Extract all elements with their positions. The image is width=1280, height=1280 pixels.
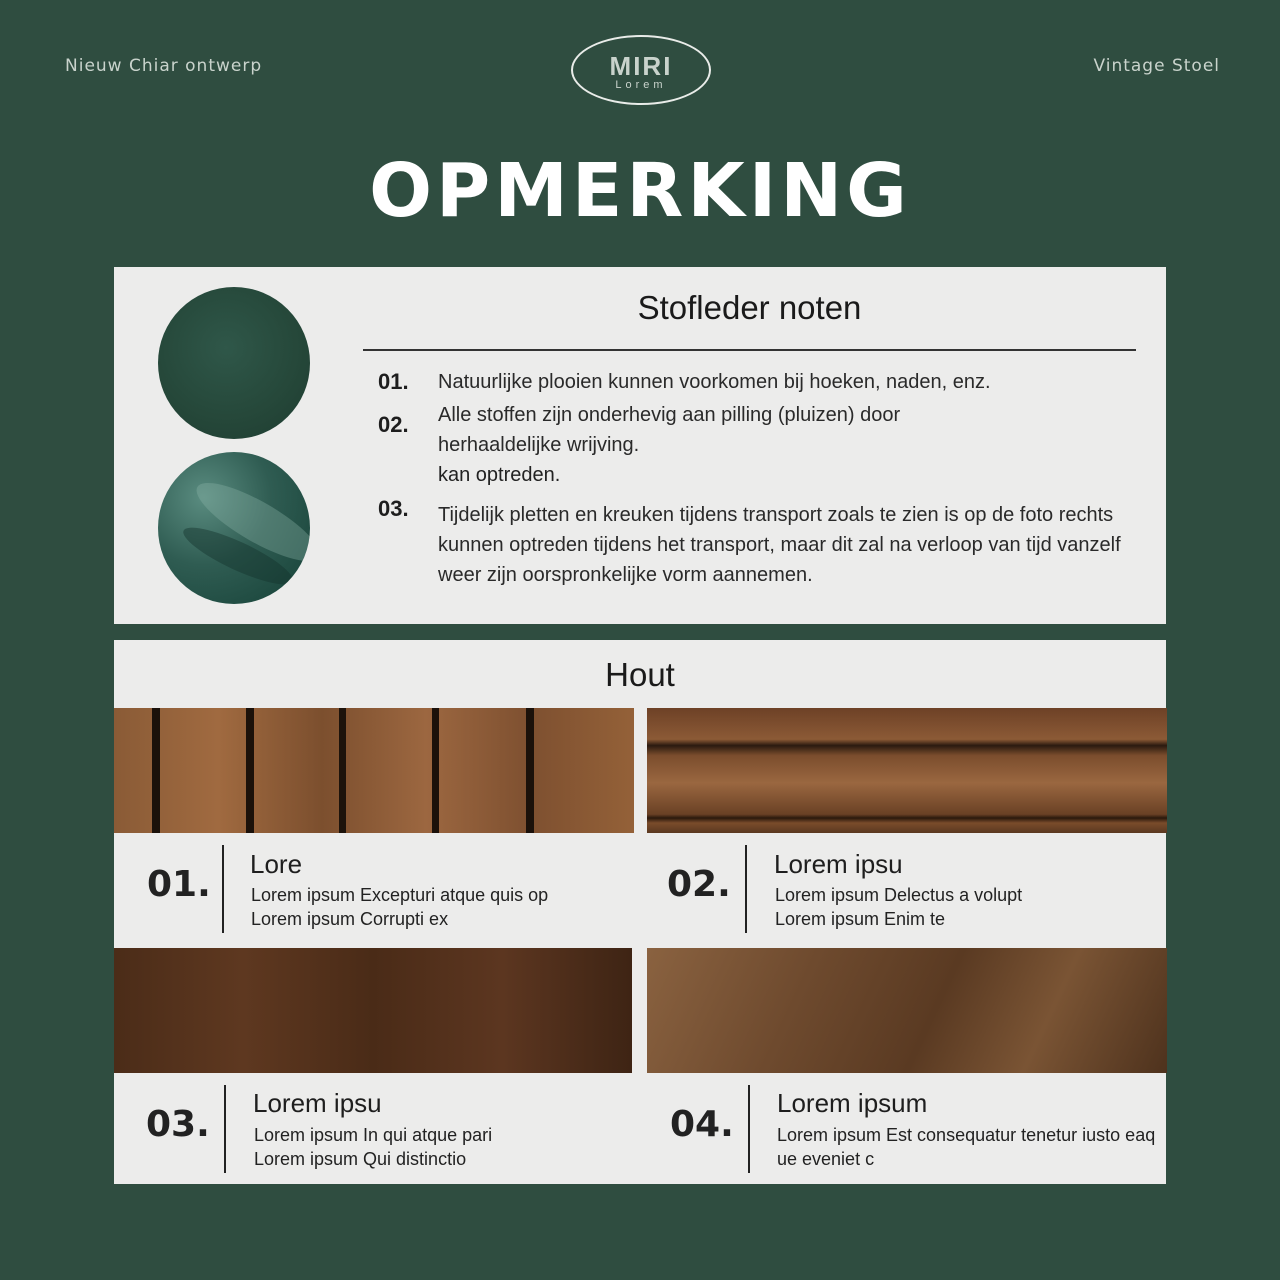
logo-subtitle: Lorem [615,79,667,91]
wood-item-line: ue eveniet c [777,1149,875,1169]
fabric-swatch-velvet [158,287,310,439]
wood-item-number: 03. [146,1104,210,1145]
wood-heading: Hout [605,656,675,693]
wood-item-line: Lorem ipsum Delectus a volupt [775,885,1023,905]
wood-item-line: Lorem ipsum Est consequatur tenetur iusto eaq [777,1125,1156,1145]
wood-item-line: Lorem ipsum Corrupti ex [251,909,449,929]
fabric-divider [363,349,1136,351]
wood-item-title: Lorem ipsum [777,1088,928,1118]
note-text: Alle stoffen zijn onderhevig aan pilling (pluizen) door herhaaldelijke wrijving. [438,404,901,456]
note-text: Tijdelijk pletten en kreuken tijdens transport zoals te zien is op de foto rechts kunnen optreden tijdens het transport, maar dit zal na verloop van tijd vanzelf weer zijn oorspronkelijke vorm aannemen. [438,504,1121,586]
wood-item-title: Lore [250,849,303,879]
wood-item-title: Lorem ipsu [253,1088,382,1118]
fabric-heading: Stofleder noten [637,289,862,326]
wood-item-number: 04. [670,1104,734,1145]
logo-name: MIRI [609,51,673,81]
fabric-swatch-silk [158,452,310,604]
page-title: OPMERKING [369,148,911,234]
wood-image-3 [114,948,632,1073]
wood-item-line: Lorem ipsum Enim te [775,909,946,929]
fabric-notes-panel [114,267,1166,624]
wood-item-divider [222,845,224,933]
brand-logo [571,35,711,105]
note-number: 01. [378,369,409,394]
wood-item-divider [224,1085,226,1173]
wood-item-divider [748,1085,750,1173]
note-text: Natuurlijke plooien kunnen voorkomen bij hoeken, naden, enz. [438,371,991,393]
note-number: 02. [378,412,409,437]
wood-item-number: 01. [147,864,211,905]
wood-item-divider [745,845,747,933]
wood-image-1 [114,708,634,833]
wood-item-title: Lorem ipsu [774,849,903,879]
note-text-extra: kan optreden. [438,464,561,486]
note-number: 03. [378,496,409,521]
header-left-text: Nieuw Chiar ontwerp [65,56,263,76]
wood-image-4 [647,948,1167,1073]
header-right-text: Vintage Stoel [1093,56,1220,76]
wood-item-number: 02. [667,864,731,905]
wood-image-2 [647,708,1167,833]
wood-item-line: Lorem ipsum Excepturi atque quis op [251,885,549,905]
wood-item-line: Lorem ipsum In qui atque pari [254,1125,493,1145]
wood-item-line: Lorem ipsum Qui distinctio [254,1149,467,1169]
wood-panel [114,640,1166,1184]
